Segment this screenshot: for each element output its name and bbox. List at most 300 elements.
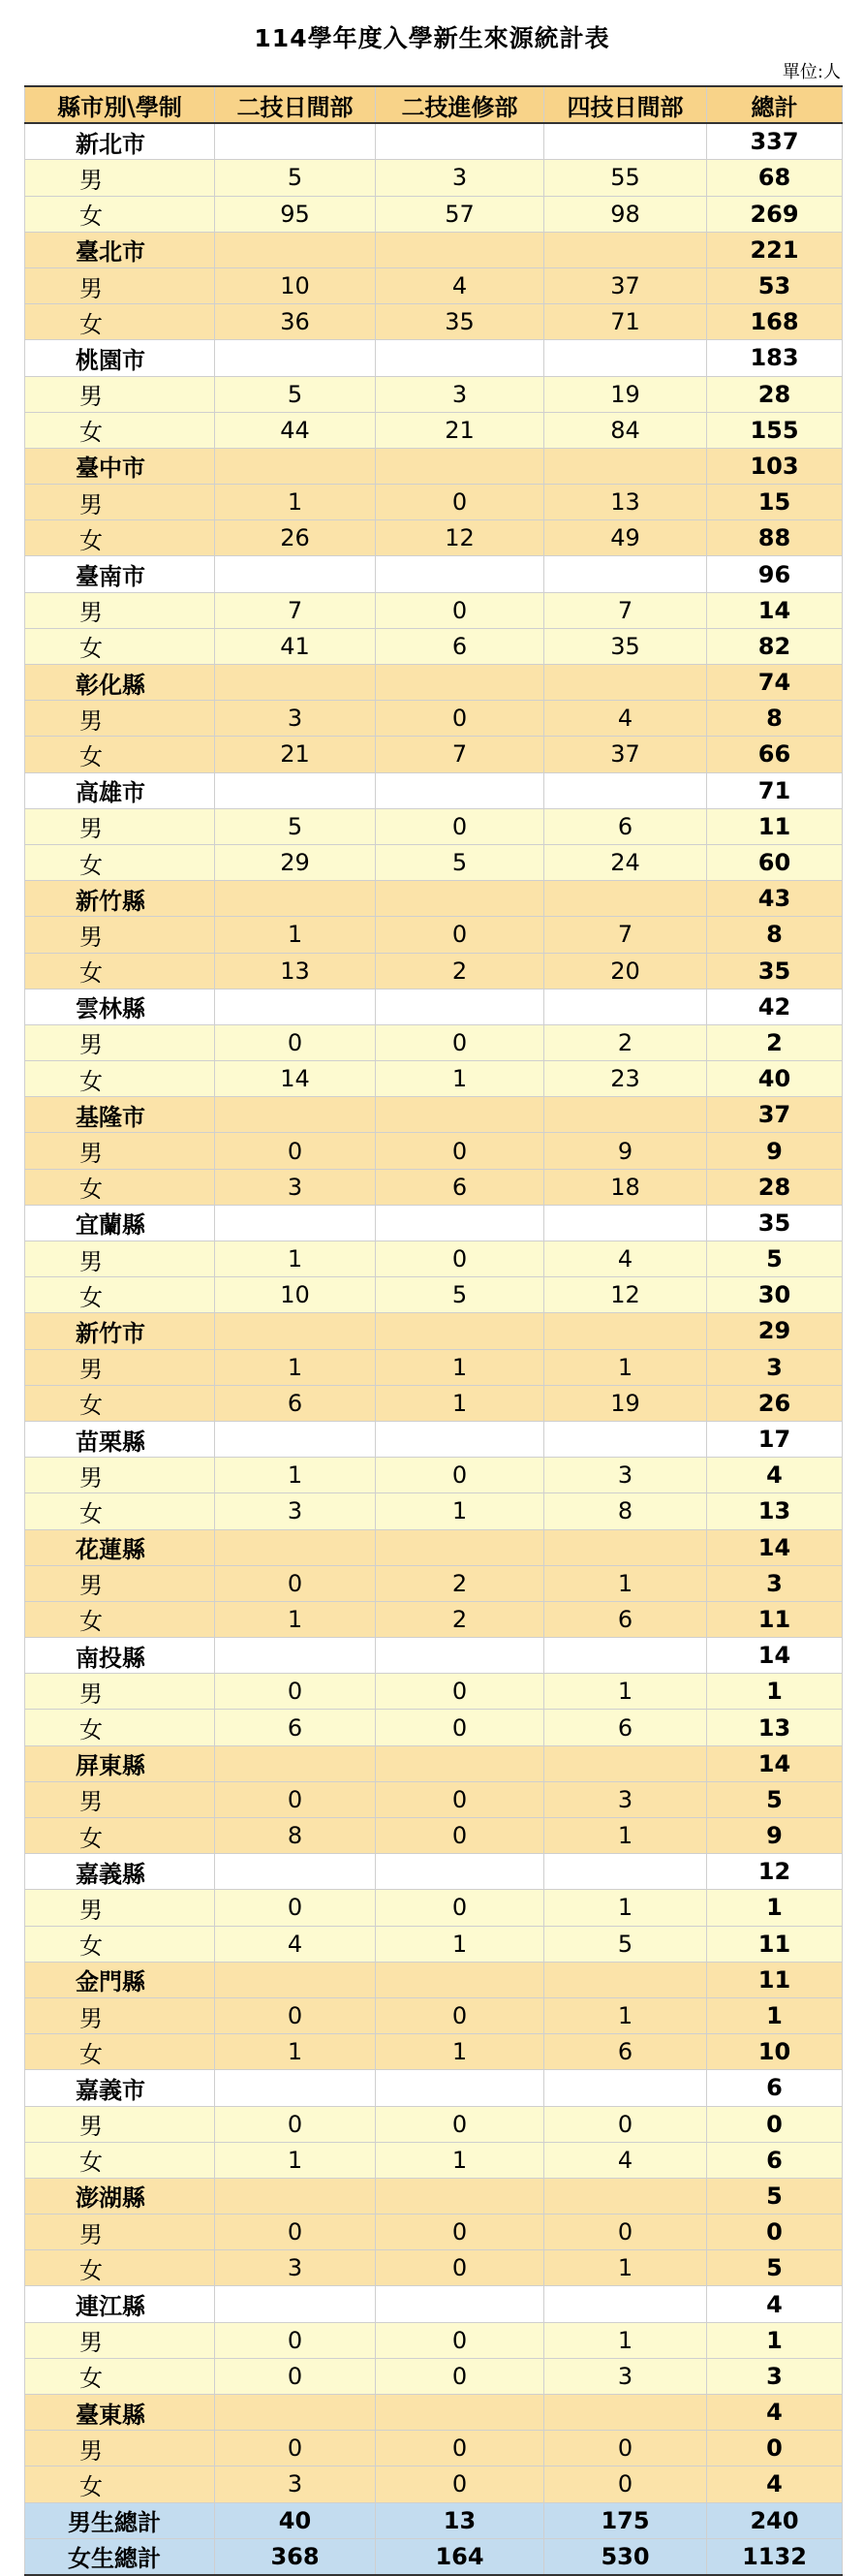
female-four-year-day-value: 18 xyxy=(544,1169,707,1205)
county-four-year-day-cell xyxy=(544,2178,707,2214)
female-two-year-day-value: 8 xyxy=(215,1818,376,1854)
male-four-year-day-value: 1 xyxy=(544,1997,707,2033)
female-two-year-day-value: 21 xyxy=(215,737,376,772)
male-two-year-evening-value: 0 xyxy=(376,917,544,953)
male-four-year-day-value: 1 xyxy=(544,1565,707,1601)
male-total-value: 8 xyxy=(707,701,843,737)
county-name: 屏東縣 xyxy=(25,1745,215,1781)
county-four-year-day-cell xyxy=(544,556,707,592)
county-total: 37 xyxy=(707,1097,843,1133)
page-title: 114學年度入學新生來源統計表 xyxy=(254,24,610,52)
female-label: 女 xyxy=(25,1601,215,1637)
county-name: 花蓮縣 xyxy=(25,1529,215,1565)
county-two-year-evening-cell xyxy=(376,232,544,267)
female-two-year-evening-value: 6 xyxy=(376,628,544,664)
male-two-year-day-value: 1 xyxy=(215,1241,376,1277)
county-four-year-day-cell xyxy=(544,1529,707,1565)
male-four-year-day-value: 1 xyxy=(544,1674,707,1710)
county-two-year-day-cell xyxy=(215,2395,376,2431)
county-name: 宜蘭縣 xyxy=(25,1205,215,1241)
county-total: 14 xyxy=(707,1529,843,1565)
female-total-value: 9 xyxy=(707,1818,843,1854)
female-label: 女 xyxy=(25,1818,215,1854)
male-two-year-evening-value: 0 xyxy=(376,2215,544,2250)
county-two-year-day-cell xyxy=(215,1421,376,1457)
male-four-year-day-value: 7 xyxy=(544,917,707,953)
county-total: 96 xyxy=(707,556,843,592)
female-label: 女 xyxy=(25,628,215,664)
female-two-year-evening-value: 0 xyxy=(376,2466,544,2502)
female-two-year-evening-value: 1 xyxy=(376,2142,544,2178)
county-four-year-day-cell xyxy=(544,1097,707,1133)
male-two-year-evening-value: 0 xyxy=(376,1241,544,1277)
male-row xyxy=(25,1241,843,1277)
female-four-year-day-value: 19 xyxy=(544,1385,707,1421)
female-two-year-evening-value: 0 xyxy=(376,1818,544,1854)
county-row xyxy=(25,772,843,808)
female-label: 女 xyxy=(25,1169,215,1205)
male-two-year-day-value: 7 xyxy=(215,592,376,628)
male-label: 男 xyxy=(25,1241,215,1277)
county-two-year-day-cell xyxy=(215,2286,376,2322)
male-row xyxy=(25,1565,843,1601)
county-four-year-day-cell xyxy=(544,1745,707,1781)
county-name: 新竹縣 xyxy=(25,881,215,917)
county-name: 臺東縣 xyxy=(25,2395,215,2431)
male-four-year-day-value: 55 xyxy=(544,160,707,196)
male-four-year-day-value: 4 xyxy=(544,701,707,737)
county-four-year-day-cell xyxy=(544,1313,707,1349)
female-four-year-day-value: 5 xyxy=(544,1926,707,1962)
enrollment-table xyxy=(24,85,843,2576)
county-two-year-day-cell xyxy=(215,881,376,917)
county-total: 11 xyxy=(707,1962,843,1997)
female-label: 女 xyxy=(25,2142,215,2178)
summary-row xyxy=(25,2502,843,2538)
county-row xyxy=(25,2395,843,2431)
male-row xyxy=(25,2215,843,2250)
county-two-year-evening-cell xyxy=(376,2178,544,2214)
female-two-year-evening-value: 1 xyxy=(376,1926,544,1962)
female-label: 女 xyxy=(25,2466,215,2502)
male-two-year-evening-value: 0 xyxy=(376,2106,544,2142)
male-row xyxy=(25,701,843,737)
county-name: 苗栗縣 xyxy=(25,1421,215,1457)
male-label: 男 xyxy=(25,1781,215,1817)
summary-value: 240 xyxy=(707,2502,843,2538)
county-total: 74 xyxy=(707,665,843,701)
male-two-year-evening-value: 0 xyxy=(376,2322,544,2358)
male-label: 男 xyxy=(25,917,215,953)
male-four-year-day-value: 37 xyxy=(544,267,707,303)
county-four-year-day-cell xyxy=(544,2070,707,2106)
female-two-year-evening-value: 57 xyxy=(376,196,544,232)
county-total: 17 xyxy=(707,1421,843,1457)
female-row xyxy=(25,1601,843,1637)
female-total-value: 155 xyxy=(707,412,843,448)
female-four-year-day-value: 6 xyxy=(544,1601,707,1637)
male-two-year-evening-value: 0 xyxy=(376,1133,544,1169)
female-total-value: 3 xyxy=(707,2358,843,2394)
male-two-year-day-value: 0 xyxy=(215,2322,376,2358)
female-total-value: 28 xyxy=(707,1169,843,1205)
male-total-value: 9 xyxy=(707,1133,843,1169)
county-row xyxy=(25,123,843,160)
female-total-value: 13 xyxy=(707,1710,843,1745)
male-four-year-day-value: 4 xyxy=(544,1241,707,1277)
male-two-year-day-value: 0 xyxy=(215,2215,376,2250)
female-two-year-day-value: 4 xyxy=(215,1926,376,1962)
county-name: 基隆市 xyxy=(25,1097,215,1133)
county-name: 桃園市 xyxy=(25,340,215,376)
county-name: 嘉義市 xyxy=(25,2070,215,2106)
female-two-year-day-value: 14 xyxy=(215,1061,376,1097)
county-four-year-day-cell xyxy=(544,232,707,267)
male-label: 男 xyxy=(25,376,215,412)
summary-value: 175 xyxy=(544,2502,707,2538)
county-two-year-day-cell xyxy=(215,1962,376,1997)
male-row xyxy=(25,917,843,953)
male-row xyxy=(25,1349,843,1385)
female-row xyxy=(25,844,843,880)
county-two-year-evening-cell xyxy=(376,556,544,592)
county-row xyxy=(25,881,843,917)
county-four-year-day-cell xyxy=(544,881,707,917)
male-row xyxy=(25,1997,843,2033)
female-four-year-day-value: 6 xyxy=(544,2034,707,2070)
female-four-year-day-value: 23 xyxy=(544,1061,707,1097)
female-two-year-day-value: 13 xyxy=(215,953,376,989)
female-two-year-evening-value: 5 xyxy=(376,844,544,880)
female-row xyxy=(25,1493,843,1529)
county-total: 5 xyxy=(707,2178,843,2214)
female-total-value: 30 xyxy=(707,1277,843,1313)
male-two-year-day-value: 0 xyxy=(215,1133,376,1169)
female-label: 女 xyxy=(25,844,215,880)
female-row xyxy=(25,1385,843,1421)
female-four-year-day-value: 98 xyxy=(544,196,707,232)
female-row xyxy=(25,520,843,556)
county-total: 103 xyxy=(707,448,843,484)
county-two-year-evening-cell xyxy=(376,989,544,1024)
male-total-value: 0 xyxy=(707,2215,843,2250)
male-two-year-day-value: 1 xyxy=(215,1458,376,1493)
male-two-year-evening-value: 4 xyxy=(376,267,544,303)
county-name: 南投縣 xyxy=(25,1638,215,1674)
county-name: 高雄市 xyxy=(25,772,215,808)
summary-row xyxy=(25,2538,843,2575)
female-label: 女 xyxy=(25,412,215,448)
summary-label: 女生總計 xyxy=(25,2538,215,2575)
county-two-year-day-cell xyxy=(215,340,376,376)
county-total: 14 xyxy=(707,1638,843,1674)
male-four-year-day-value: 1 xyxy=(544,1890,707,1926)
county-two-year-day-cell xyxy=(215,989,376,1024)
male-total-value: 14 xyxy=(707,592,843,628)
county-two-year-day-cell xyxy=(215,448,376,484)
female-four-year-day-value: 20 xyxy=(544,953,707,989)
female-two-year-day-value: 6 xyxy=(215,1385,376,1421)
county-total: 4 xyxy=(707,2286,843,2322)
county-name: 嘉義縣 xyxy=(25,1854,215,1890)
female-two-year-day-value: 10 xyxy=(215,1277,376,1313)
female-four-year-day-value: 8 xyxy=(544,1493,707,1529)
male-label: 男 xyxy=(25,1458,215,1493)
county-total: 221 xyxy=(707,232,843,267)
male-total-value: 28 xyxy=(707,376,843,412)
female-total-value: 40 xyxy=(707,1061,843,1097)
female-total-value: 10 xyxy=(707,2034,843,2070)
male-four-year-day-value: 3 xyxy=(544,1458,707,1493)
male-two-year-day-value: 0 xyxy=(215,2431,376,2466)
male-two-year-day-value: 5 xyxy=(215,808,376,844)
county-four-year-day-cell xyxy=(544,1854,707,1890)
female-two-year-evening-value: 5 xyxy=(376,1277,544,1313)
male-label: 男 xyxy=(25,1133,215,1169)
male-total-value: 68 xyxy=(707,160,843,196)
female-two-year-evening-value: 0 xyxy=(376,2250,544,2286)
county-two-year-evening-cell xyxy=(376,1421,544,1457)
male-two-year-evening-value: 1 xyxy=(376,1349,544,1385)
female-total-value: 269 xyxy=(707,196,843,232)
female-four-year-day-value: 84 xyxy=(544,412,707,448)
female-row xyxy=(25,412,843,448)
county-name: 臺北市 xyxy=(25,232,215,267)
female-label: 女 xyxy=(25,1277,215,1313)
female-four-year-day-value: 4 xyxy=(544,2142,707,2178)
male-two-year-day-value: 0 xyxy=(215,1997,376,2033)
header-four-year-day: 四技日間部 xyxy=(544,86,707,123)
county-two-year-day-cell xyxy=(215,1854,376,1890)
male-two-year-evening-value: 0 xyxy=(376,1781,544,1817)
county-total: 6 xyxy=(707,2070,843,2106)
county-two-year-evening-cell xyxy=(376,448,544,484)
female-label: 女 xyxy=(25,1061,215,1097)
male-two-year-day-value: 0 xyxy=(215,1024,376,1060)
female-two-year-evening-value: 2 xyxy=(376,1601,544,1637)
summary-value: 1132 xyxy=(707,2538,843,2575)
male-label: 男 xyxy=(25,2106,215,2142)
county-two-year-day-cell xyxy=(215,772,376,808)
female-two-year-evening-value: 1 xyxy=(376,1493,544,1529)
male-four-year-day-value: 13 xyxy=(544,485,707,520)
county-two-year-evening-cell xyxy=(376,1745,544,1781)
male-four-year-day-value: 7 xyxy=(544,592,707,628)
county-two-year-day-cell xyxy=(215,1529,376,1565)
male-row xyxy=(25,2106,843,2142)
male-total-value: 3 xyxy=(707,1349,843,1385)
female-two-year-evening-value: 1 xyxy=(376,1061,544,1097)
female-two-year-day-value: 0 xyxy=(215,2358,376,2394)
male-two-year-evening-value: 0 xyxy=(376,1458,544,1493)
female-two-year-day-value: 6 xyxy=(215,1710,376,1745)
female-row xyxy=(25,2142,843,2178)
male-label: 男 xyxy=(25,1997,215,2033)
female-two-year-evening-value: 0 xyxy=(376,2358,544,2394)
female-four-year-day-value: 24 xyxy=(544,844,707,880)
male-two-year-day-value: 0 xyxy=(215,1565,376,1601)
female-four-year-day-value: 12 xyxy=(544,1277,707,1313)
male-total-value: 15 xyxy=(707,485,843,520)
county-row xyxy=(25,1421,843,1457)
female-total-value: 13 xyxy=(707,1493,843,1529)
male-two-year-day-value: 0 xyxy=(215,1890,376,1926)
county-row xyxy=(25,340,843,376)
male-total-value: 1 xyxy=(707,1997,843,2033)
female-four-year-day-value: 1 xyxy=(544,2250,707,2286)
county-four-year-day-cell xyxy=(544,1421,707,1457)
county-two-year-evening-cell xyxy=(376,340,544,376)
male-total-value: 53 xyxy=(707,267,843,303)
female-total-value: 35 xyxy=(707,953,843,989)
male-two-year-day-value: 5 xyxy=(215,160,376,196)
male-row xyxy=(25,2431,843,2466)
summary-value: 530 xyxy=(544,2538,707,2575)
female-label: 女 xyxy=(25,304,215,340)
county-name: 連江縣 xyxy=(25,2286,215,2322)
female-total-value: 6 xyxy=(707,2142,843,2178)
female-four-year-day-value: 6 xyxy=(544,1710,707,1745)
male-four-year-day-value: 1 xyxy=(544,1349,707,1385)
female-row xyxy=(25,737,843,772)
male-label: 男 xyxy=(25,1024,215,1060)
male-two-year-evening-value: 0 xyxy=(376,592,544,628)
county-row xyxy=(25,1529,843,1565)
female-two-year-day-value: 41 xyxy=(215,628,376,664)
county-four-year-day-cell xyxy=(544,2286,707,2322)
female-row xyxy=(25,196,843,232)
unit-label: 單位:人 xyxy=(782,62,841,82)
female-row xyxy=(25,1818,843,1854)
male-row xyxy=(25,267,843,303)
male-total-value: 5 xyxy=(707,1781,843,1817)
county-two-year-day-cell xyxy=(215,232,376,267)
female-two-year-evening-value: 0 xyxy=(376,1710,544,1745)
county-row xyxy=(25,1962,843,1997)
summary-value: 164 xyxy=(376,2538,544,2575)
male-label: 男 xyxy=(25,1674,215,1710)
male-row xyxy=(25,1133,843,1169)
male-two-year-evening-value: 0 xyxy=(376,2431,544,2466)
male-label: 男 xyxy=(25,1890,215,1926)
female-two-year-evening-value: 12 xyxy=(376,520,544,556)
male-four-year-day-value: 1 xyxy=(544,2322,707,2358)
county-four-year-day-cell xyxy=(544,665,707,701)
county-four-year-day-cell xyxy=(544,2395,707,2431)
male-two-year-day-value: 1 xyxy=(215,917,376,953)
county-total: 337 xyxy=(707,123,843,160)
county-two-year-day-cell xyxy=(215,2178,376,2214)
county-two-year-evening-cell xyxy=(376,1854,544,1890)
female-two-year-evening-value: 7 xyxy=(376,737,544,772)
county-total: 4 xyxy=(707,2395,843,2431)
county-two-year-evening-cell xyxy=(376,2070,544,2106)
female-two-year-evening-value: 1 xyxy=(376,2034,544,2070)
female-total-value: 11 xyxy=(707,1926,843,1962)
male-two-year-evening-value: 0 xyxy=(376,1890,544,1926)
male-label: 男 xyxy=(25,1565,215,1601)
male-label: 男 xyxy=(25,808,215,844)
male-four-year-day-value: 0 xyxy=(544,2215,707,2250)
female-two-year-day-value: 1 xyxy=(215,2142,376,2178)
header-two-year-evening: 二技進修部 xyxy=(376,86,544,123)
male-label: 男 xyxy=(25,485,215,520)
male-four-year-day-value: 19 xyxy=(544,376,707,412)
county-two-year-evening-cell xyxy=(376,2286,544,2322)
male-two-year-evening-value: 3 xyxy=(376,376,544,412)
male-total-value: 5 xyxy=(707,1241,843,1277)
female-label: 女 xyxy=(25,2034,215,2070)
male-total-value: 1 xyxy=(707,1890,843,1926)
county-name: 臺南市 xyxy=(25,556,215,592)
female-four-year-day-value: 49 xyxy=(544,520,707,556)
female-four-year-day-value: 0 xyxy=(544,2466,707,2502)
female-four-year-day-value: 37 xyxy=(544,737,707,772)
male-total-value: 1 xyxy=(707,1674,843,1710)
female-label: 女 xyxy=(25,1385,215,1421)
female-label: 女 xyxy=(25,2358,215,2394)
county-name: 雲林縣 xyxy=(25,989,215,1024)
female-total-value: 5 xyxy=(707,2250,843,2286)
female-row xyxy=(25,953,843,989)
male-two-year-day-value: 0 xyxy=(215,2106,376,2142)
male-two-year-evening-value: 0 xyxy=(376,808,544,844)
summary-value: 368 xyxy=(215,2538,376,2575)
county-two-year-day-cell xyxy=(215,1097,376,1133)
female-row xyxy=(25,2250,843,2286)
male-total-value: 1 xyxy=(707,2322,843,2358)
county-two-year-evening-cell xyxy=(376,2395,544,2431)
male-four-year-day-value: 3 xyxy=(544,1781,707,1817)
male-total-value: 4 xyxy=(707,1458,843,1493)
county-two-year-evening-cell xyxy=(376,1529,544,1565)
male-two-year-day-value: 5 xyxy=(215,376,376,412)
female-total-value: 60 xyxy=(707,844,843,880)
county-total: 71 xyxy=(707,772,843,808)
female-label: 女 xyxy=(25,2250,215,2286)
county-four-year-day-cell xyxy=(544,123,707,160)
male-label: 男 xyxy=(25,160,215,196)
male-four-year-day-value: 9 xyxy=(544,1133,707,1169)
male-four-year-day-value: 0 xyxy=(544,2106,707,2142)
county-name: 臺中市 xyxy=(25,448,215,484)
county-two-year-day-cell xyxy=(215,1313,376,1349)
female-two-year-day-value: 26 xyxy=(215,520,376,556)
female-two-year-day-value: 36 xyxy=(215,304,376,340)
female-label: 女 xyxy=(25,1926,215,1962)
header-two-year-day: 二技日間部 xyxy=(215,86,376,123)
county-two-year-evening-cell xyxy=(376,881,544,917)
county-four-year-day-cell xyxy=(544,340,707,376)
male-row xyxy=(25,485,843,520)
female-total-value: 11 xyxy=(707,1601,843,1637)
female-two-year-evening-value: 35 xyxy=(376,304,544,340)
county-row xyxy=(25,1097,843,1133)
female-two-year-day-value: 3 xyxy=(215,2250,376,2286)
header-total: 總計 xyxy=(707,86,843,123)
female-row xyxy=(25,2358,843,2394)
male-total-value: 8 xyxy=(707,917,843,953)
county-two-year-day-cell xyxy=(215,665,376,701)
county-name: 金門縣 xyxy=(25,1962,215,1997)
male-row xyxy=(25,1458,843,1493)
male-two-year-day-value: 1 xyxy=(215,485,376,520)
female-label: 女 xyxy=(25,737,215,772)
county-four-year-day-cell xyxy=(544,989,707,1024)
county-row xyxy=(25,1205,843,1241)
county-two-year-evening-cell xyxy=(376,1638,544,1674)
female-row xyxy=(25,1277,843,1313)
